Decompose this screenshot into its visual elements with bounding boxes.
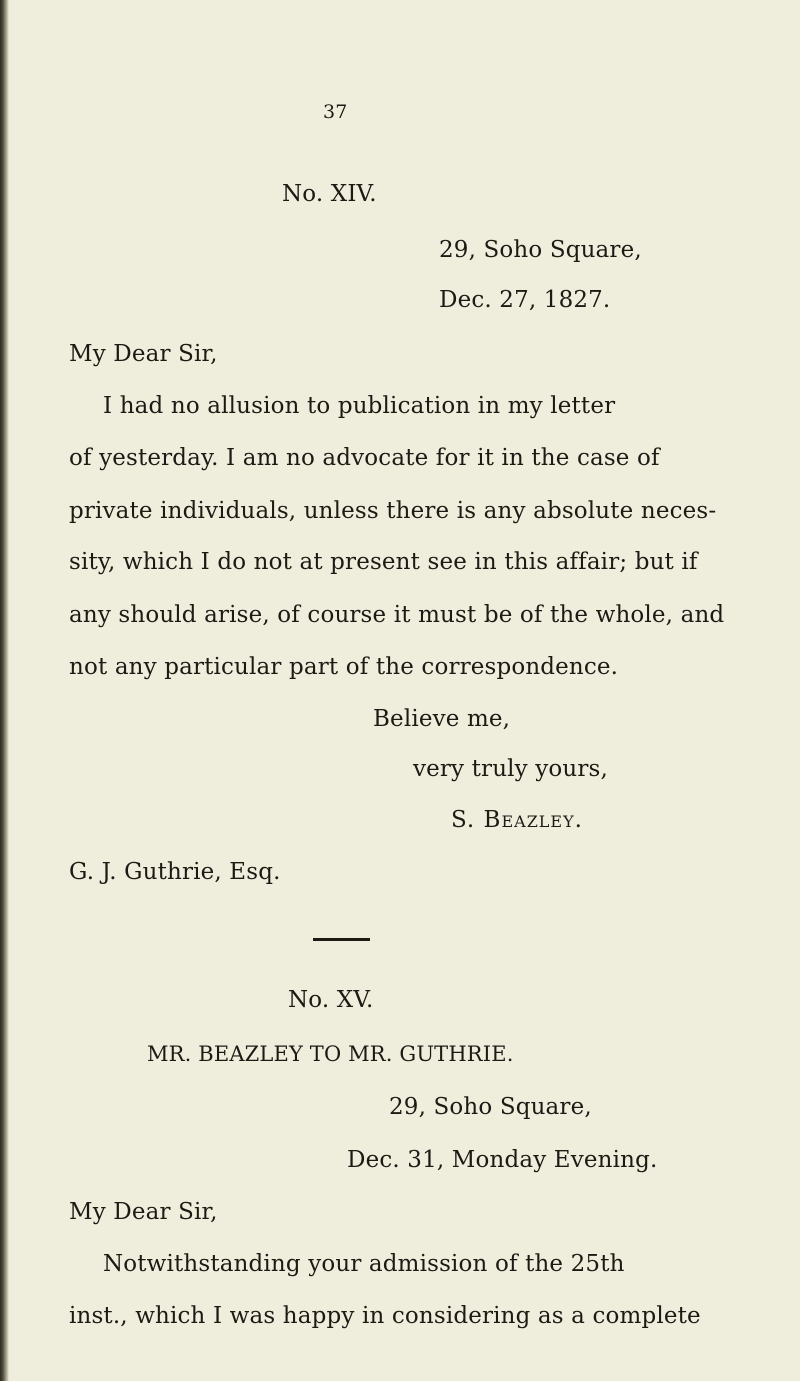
letter-15-date: Dec. 31, Monday Evening. <box>347 1147 658 1173</box>
letter-14-body-line: sity, which I do not at present see in this affair; but if <box>69 549 698 575</box>
letter-15-subheading: MR. BEAZLEY TO MR. GUTHRIE. <box>147 1042 514 1066</box>
letter-14-body-line: I had no allusion to publication in my letter <box>103 393 616 419</box>
letter-15-body-line: Notwithstanding your admission of the 25th <box>103 1251 625 1277</box>
letter-14-signature: S. Beazley. <box>451 807 583 833</box>
section-divider <box>313 938 370 941</box>
letter-15-body-line: inst., which I was happy in considering as a complete <box>69 1303 701 1329</box>
letter-14-date: Dec. 27, 1827. <box>439 287 611 313</box>
page-number: 37 <box>323 101 348 123</box>
letter-15-heading: No. XV. <box>288 987 374 1013</box>
letter-14-closing: Believe me, <box>373 706 511 732</box>
letter-15-salutation: My Dear Sir, <box>69 1199 218 1225</box>
page-binding-edge <box>0 0 9 1381</box>
letter-15-address: 29, Soho Square, <box>389 1094 592 1120</box>
letter-14-body-line: of yesterday. I am no advocate for it in the case of <box>69 445 660 471</box>
letter-14-valediction: very truly yours, <box>413 756 608 782</box>
letter-14-body-line: not any particular part of the correspondence. <box>69 654 619 680</box>
letter-14-body-line: private individuals, unless there is any absolute neces- <box>69 498 717 524</box>
letter-14-recipient: G. J. Guthrie, Esq. <box>69 859 281 885</box>
letter-14-salutation: My Dear Sir, <box>69 341 218 367</box>
letter-14-body-line: any should arise, of course it must be of the whole, and <box>69 602 725 628</box>
letter-14-address: 29, Soho Square, <box>439 237 642 263</box>
letter-14-heading: No. XIV. <box>282 181 377 207</box>
